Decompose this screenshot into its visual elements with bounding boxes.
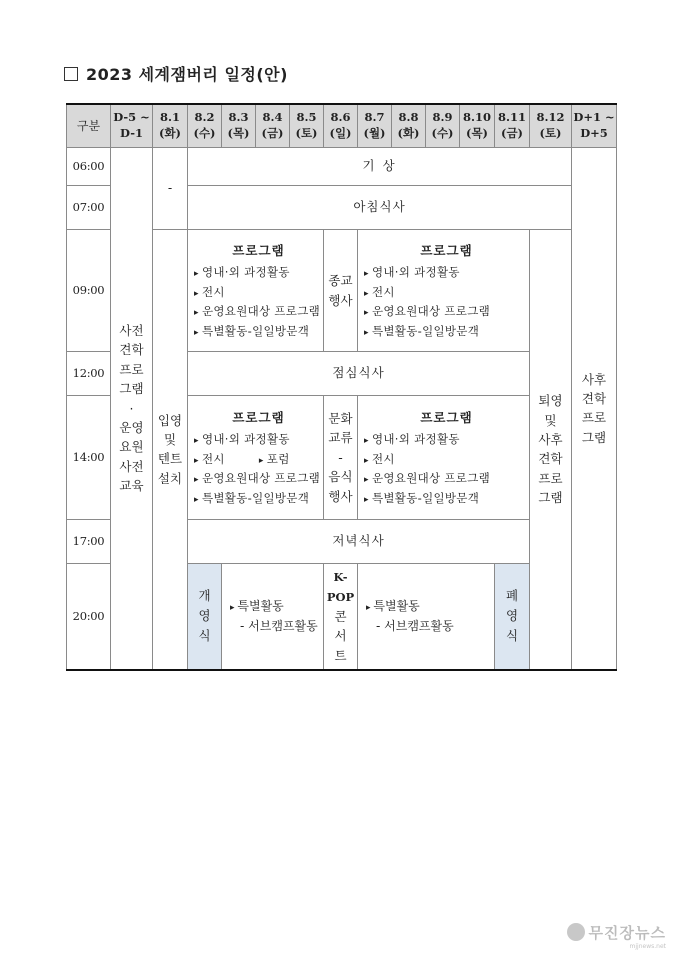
header-cell: 8.1 (화) xyxy=(153,104,188,148)
afternoon-program-left: 프로그램 ▸ 영내·외 과정활동 ▸ 전시▸ 포럼 ▸ 운영요원대상 프로그램 ▸ 특별활동-일일방문객 xyxy=(188,396,324,520)
religion-event-cell: 종교 행사 xyxy=(324,230,358,352)
time-cell: 17:00 xyxy=(67,520,111,564)
header-cell: D+1 ~ D+5 xyxy=(572,104,617,148)
culture-event-cell: 문화 교류 - 음식 행사 xyxy=(324,396,358,520)
header-row xyxy=(67,104,617,148)
time-cell: 14:00 xyxy=(67,396,111,520)
pre-program-cell: 사전 견학 프로 그램 · 운영 요원 사전 교육 xyxy=(111,148,153,670)
kpop-concert-cell: K- POP 콘 서 트 xyxy=(324,564,358,670)
time-cell: 09:00 xyxy=(67,230,111,352)
evening-activity-right: ▸ 특별활동 - 서브캠프활동 xyxy=(358,564,495,670)
morning-program-right: 프로그램 ▸ 영내·외 과정활동 ▸ 전시 ▸ 운영요원대상 프로그램 ▸ 특별활동-일일방문객 xyxy=(358,230,530,352)
checkbox-square-icon xyxy=(64,67,78,81)
lunch-cell: 점심식사 xyxy=(188,352,530,396)
header-cell: 8.3 (목) xyxy=(222,104,256,148)
exit-cell: 퇴영 및 사후 견학 프로 그램 xyxy=(530,230,572,670)
dinner-cell: 저녁식사 xyxy=(188,520,530,564)
closing-ceremony-cell: 폐 영 식 xyxy=(495,564,530,670)
entry-cell: 입영 및 텐트 설치 xyxy=(153,230,188,670)
header-cell: 8.2 (수) xyxy=(188,104,222,148)
afternoon-program-right: 프로그램 ▸ 영내·외 과정활동 ▸ 전시 ▸ 운영요원대상 프로그램 ▸ 특별활동-일일방문객 xyxy=(358,396,530,520)
morning-program-left: 프로그램 ▸ 영내·외 과정활동 ▸ 전시 ▸ 운영요원대상 프로그램 ▸ 특별활동-일일방문객 xyxy=(188,230,324,352)
header-cell: 8.9 (수) xyxy=(426,104,460,148)
post-program-cell: 사후 견학 프로 그램 xyxy=(572,148,617,670)
time-cell: 12:00 xyxy=(67,352,111,396)
schedule-table xyxy=(66,103,617,671)
header-cell: 8.4 (금) xyxy=(256,104,290,148)
header-cell: 8.12 (토) xyxy=(530,104,572,148)
wakeup-cell: 기 상 xyxy=(188,148,572,186)
dash-cell: - xyxy=(153,148,188,230)
header-cell: D-5 ~ D-1 xyxy=(111,104,153,148)
header-cell: 8.8 (화) xyxy=(392,104,426,148)
time-cell: 20:00 xyxy=(67,564,111,670)
header-cell: 8.5 (토) xyxy=(290,104,324,148)
header-cell: 8.7 (월) xyxy=(358,104,392,148)
time-cell: 06:00 xyxy=(67,148,111,186)
header-cell: 8.6 (일) xyxy=(324,104,358,148)
breakfast-cell: 아침식사 xyxy=(188,186,572,230)
header-cell: 구분 xyxy=(67,104,111,148)
news-logo-icon xyxy=(567,923,585,941)
page-title: 2023 세계잼버리 일정(안) xyxy=(64,62,288,85)
time-row xyxy=(67,148,617,186)
time-cell: 07:00 xyxy=(67,186,111,230)
header-cell: 8.10 (목) xyxy=(460,104,495,148)
watermark: 무진장뉴스 mjjnews.net xyxy=(567,922,666,950)
header-cell: 8.11 (금) xyxy=(495,104,530,148)
opening-ceremony-cell: 개 영 식 xyxy=(188,564,222,670)
evening-activity-left: ▸ 특별활동 - 서브캠프활동 xyxy=(222,564,324,670)
